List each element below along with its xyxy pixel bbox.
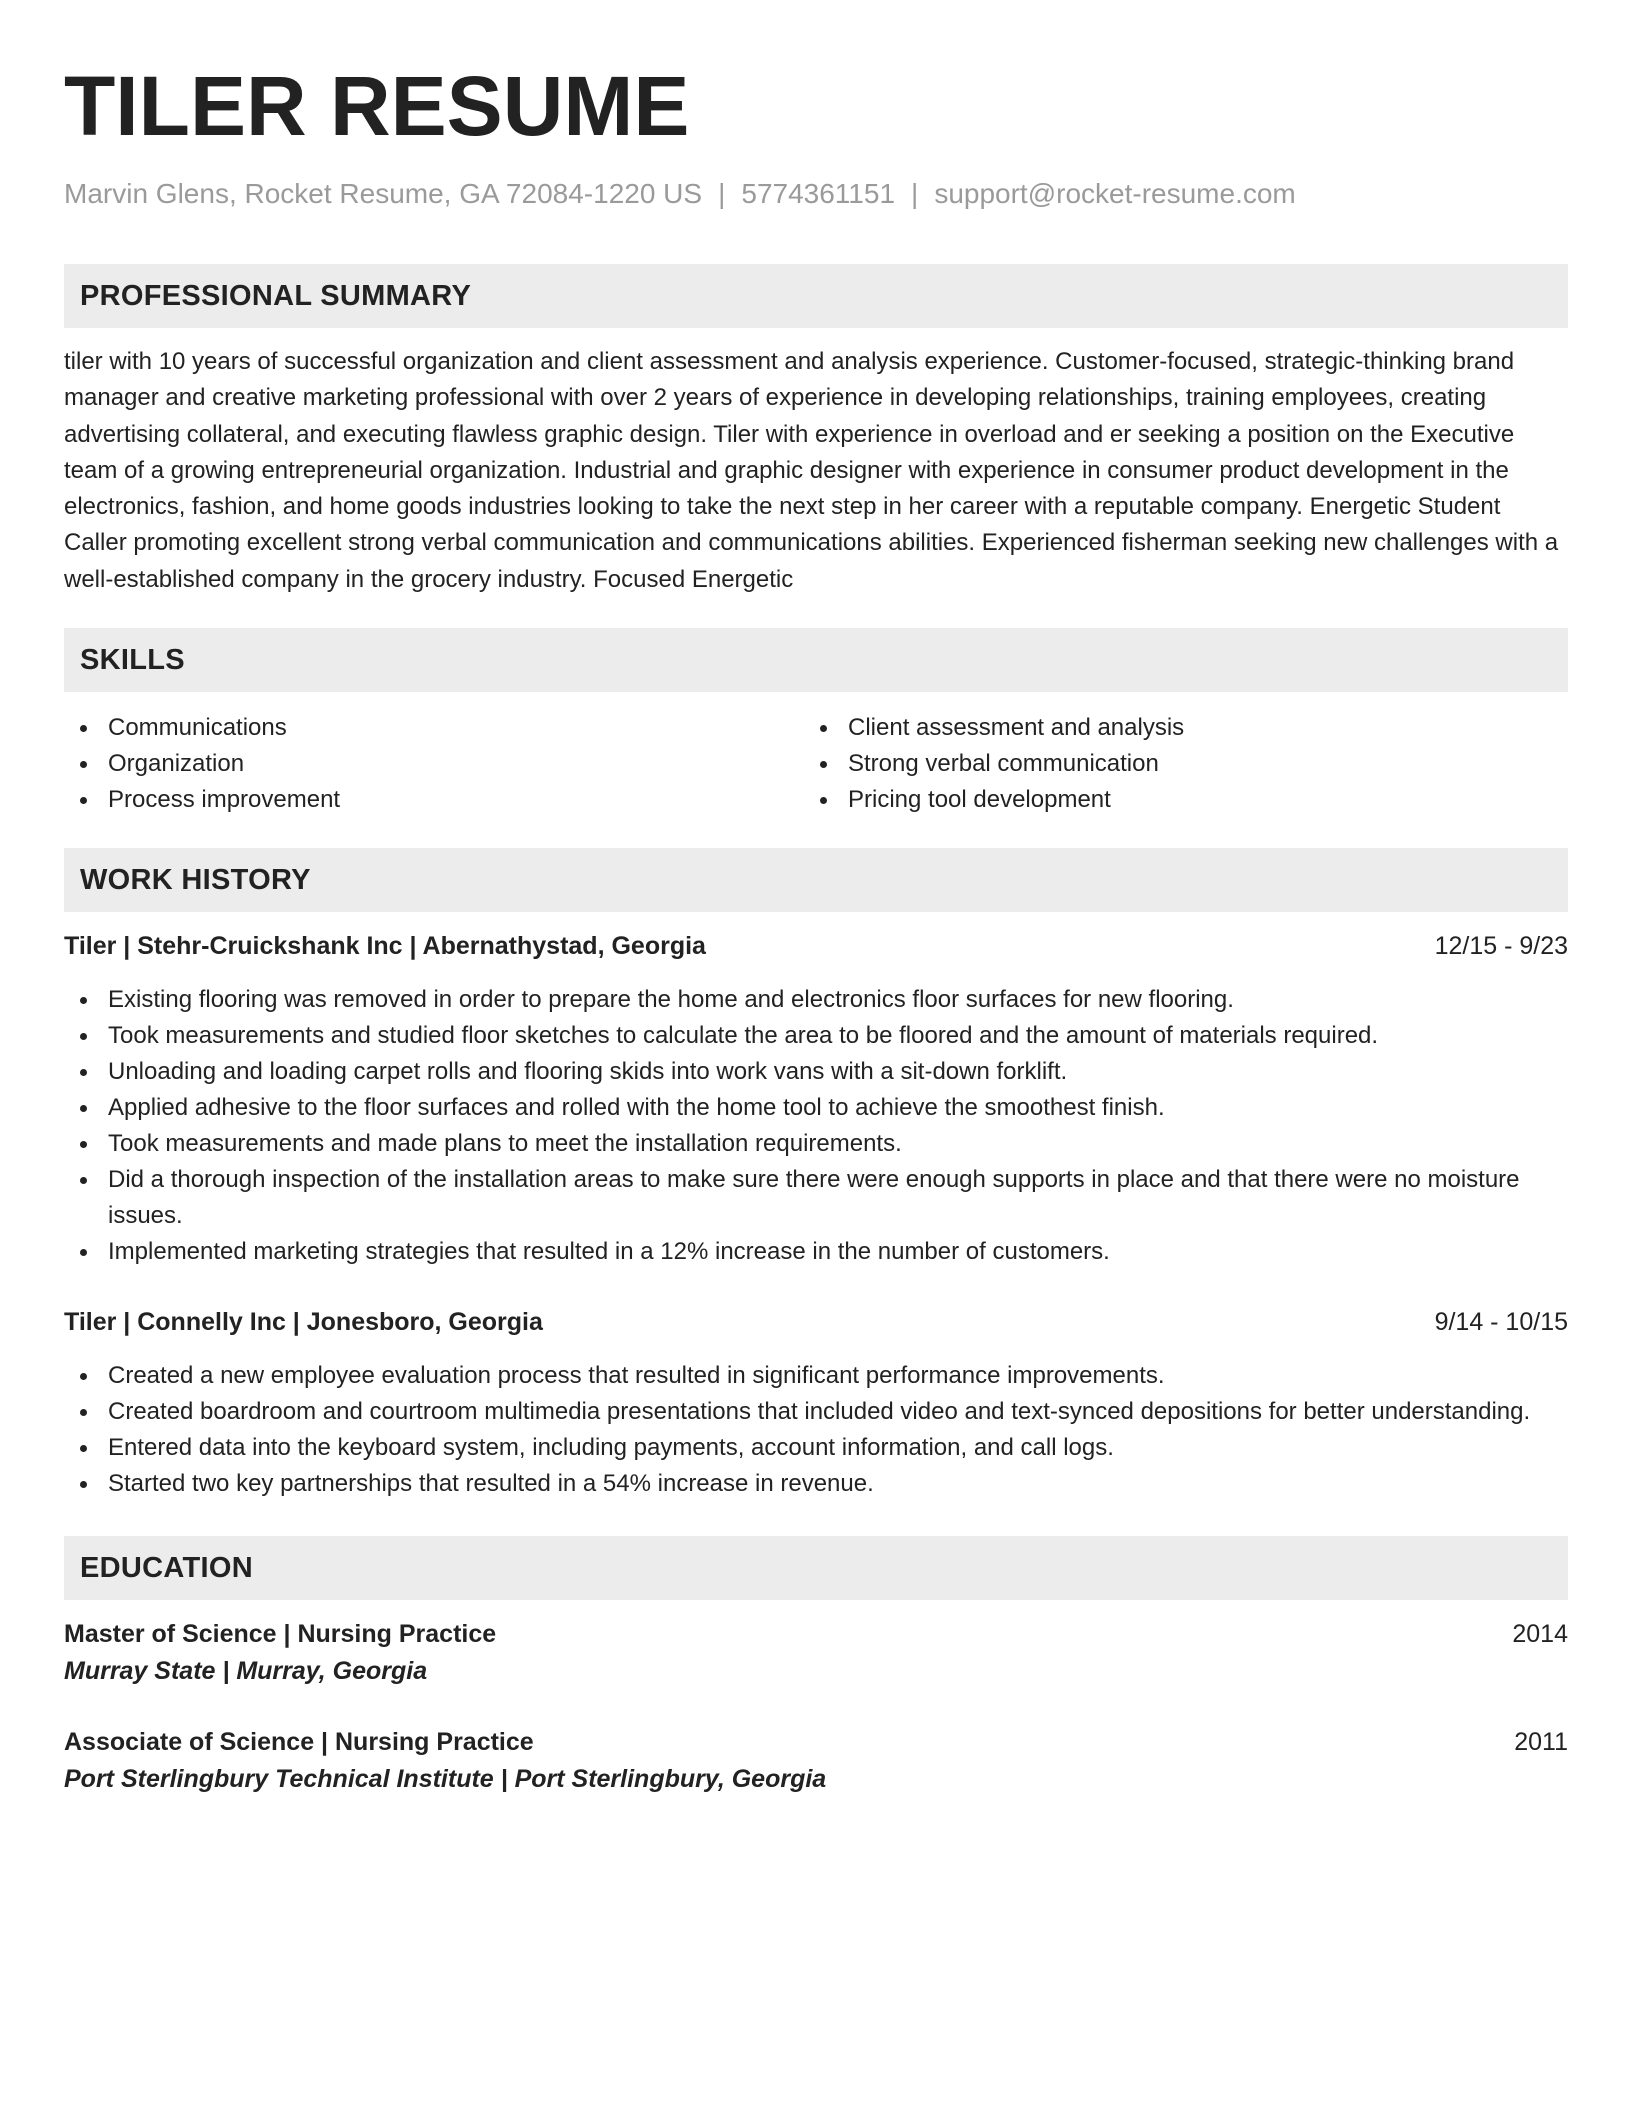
job-bullet: Started two key partnerships that resulted in a 54% increase in revenue. — [64, 1466, 1568, 1502]
job-entry — [64, 928, 1568, 1270]
skills-column-right — [804, 710, 1544, 818]
education-degree: Master of Science | Nursing Practice — [64, 1620, 497, 1649]
education-heading: EDUCATION — [64, 1536, 1568, 1600]
summary-heading: PROFESSIONAL SUMMARY — [64, 264, 1568, 328]
skills-column-left — [64, 710, 804, 818]
job-title: Tiler | Connelly Inc | Jonesboro, Georgia — [64, 1308, 543, 1337]
job-title: Tiler | Stehr-Cruickshank Inc | Abernathystad, Georgia — [64, 932, 706, 961]
education-header — [64, 1616, 1568, 1652]
skill-item: Communications — [64, 710, 804, 746]
job-header — [64, 1304, 1568, 1340]
skill-item: Strong verbal communication — [804, 746, 1544, 782]
education-school: Port Sterlingbury Technical Institute | Port Sterlingbury, Georgia — [64, 1765, 827, 1794]
skills-section — [64, 628, 1568, 818]
contact-email: support@rocket-resume.com — [934, 178, 1296, 209]
education-degree: Associate of Science | Nursing Practice — [64, 1728, 534, 1757]
summary-text: tiler with 10 years of successful organization and client assessment and analysis experience. Customer-focused, strategic-thinking brand manager and creative marketing professional with over 2 years of experience in developing relationships, training employees, creating advertising collateral, and executing flawless graphic design. Tiler with experience in overload and er seeking a position on the Executive team of a growing entrepreneurial organization. Industrial and graphic designer with experience in consumer product development in the electronics, fashion, and home goods industries looking to take the next step in her career with a reputable company. Energetic Student Caller promoting excellent strong verbal communication and communications abilities. Experienced fisherman seeking new challenges with a well-established company in the grocery industry. Focused Energetic — [64, 348, 1559, 593]
job-bullet: Existing flooring was removed in order to prepare the home and electronics floor surfaces for new flooring. — [64, 982, 1568, 1018]
job-dates: 12/15 - 9/23 — [1434, 932, 1568, 961]
resume-title: TILER RESUME — [64, 59, 690, 153]
skills-grid — [64, 710, 1568, 818]
education-entry — [64, 1616, 1568, 1690]
job-bullet: Took measurements and studied floor sketches to calculate the area to be floored and the amount of materials required. — [64, 1018, 1568, 1054]
contact-separator: | — [911, 178, 919, 209]
job-bullet: Created boardroom and courtroom multimedia presentations that included video and text-synced depositions for better understanding. — [64, 1394, 1568, 1430]
skill-item: Process improvement — [64, 782, 804, 818]
contact-phone: 5774361151 — [741, 178, 896, 209]
job-bullet: Applied adhesive to the floor surfaces and rolled with the home tool to achieve the smoothest finish. — [64, 1090, 1568, 1126]
job-bullet: Implemented marketing strategies that resulted in a 12% increase in the number of customers. — [64, 1234, 1568, 1270]
work-history-section — [64, 848, 1568, 1502]
education-entry — [64, 1724, 1568, 1798]
education-section — [64, 1536, 1568, 1798]
skill-item: Pricing tool development — [804, 782, 1544, 818]
job-header — [64, 928, 1568, 964]
skill-item: Client assessment and analysis — [804, 710, 1544, 746]
work-history-heading: WORK HISTORY — [64, 848, 1568, 912]
education-year: 2011 — [1514, 1728, 1568, 1757]
job-bullet: Did a thorough inspection of the installation areas to make sure there were enough supports in place and that there were no moisture issues. — [64, 1162, 1568, 1234]
job-bullets — [64, 982, 1568, 1270]
contact-address: Marvin Glens, Rocket Resume, GA 72084-1220 US — [64, 178, 703, 209]
education-school: Murray State | Murray, Georgia — [64, 1657, 428, 1686]
education-year: 2014 — [1512, 1620, 1568, 1649]
skills-heading: SKILLS — [64, 628, 1568, 692]
summary-section — [64, 264, 1568, 598]
skill-item: Organization — [64, 746, 804, 782]
job-dates: 9/14 - 10/15 — [1434, 1308, 1568, 1337]
job-bullet: Entered data into the keyboard system, including payments, account information, and call logs. — [64, 1430, 1568, 1466]
job-bullet: Took measurements and made plans to meet the installation requirements. — [64, 1126, 1568, 1162]
job-bullet: Unloading and loading carpet rolls and flooring skids into work vans with a sit-down forklift. — [64, 1054, 1568, 1090]
contact-line — [64, 176, 1568, 212]
job-bullets — [64, 1358, 1568, 1502]
job-entry — [64, 1304, 1568, 1502]
job-bullet: Created a new employee evaluation process that resulted in significant performance improvements. — [64, 1358, 1568, 1394]
contact-separator: | — [718, 178, 726, 209]
education-header — [64, 1724, 1568, 1760]
